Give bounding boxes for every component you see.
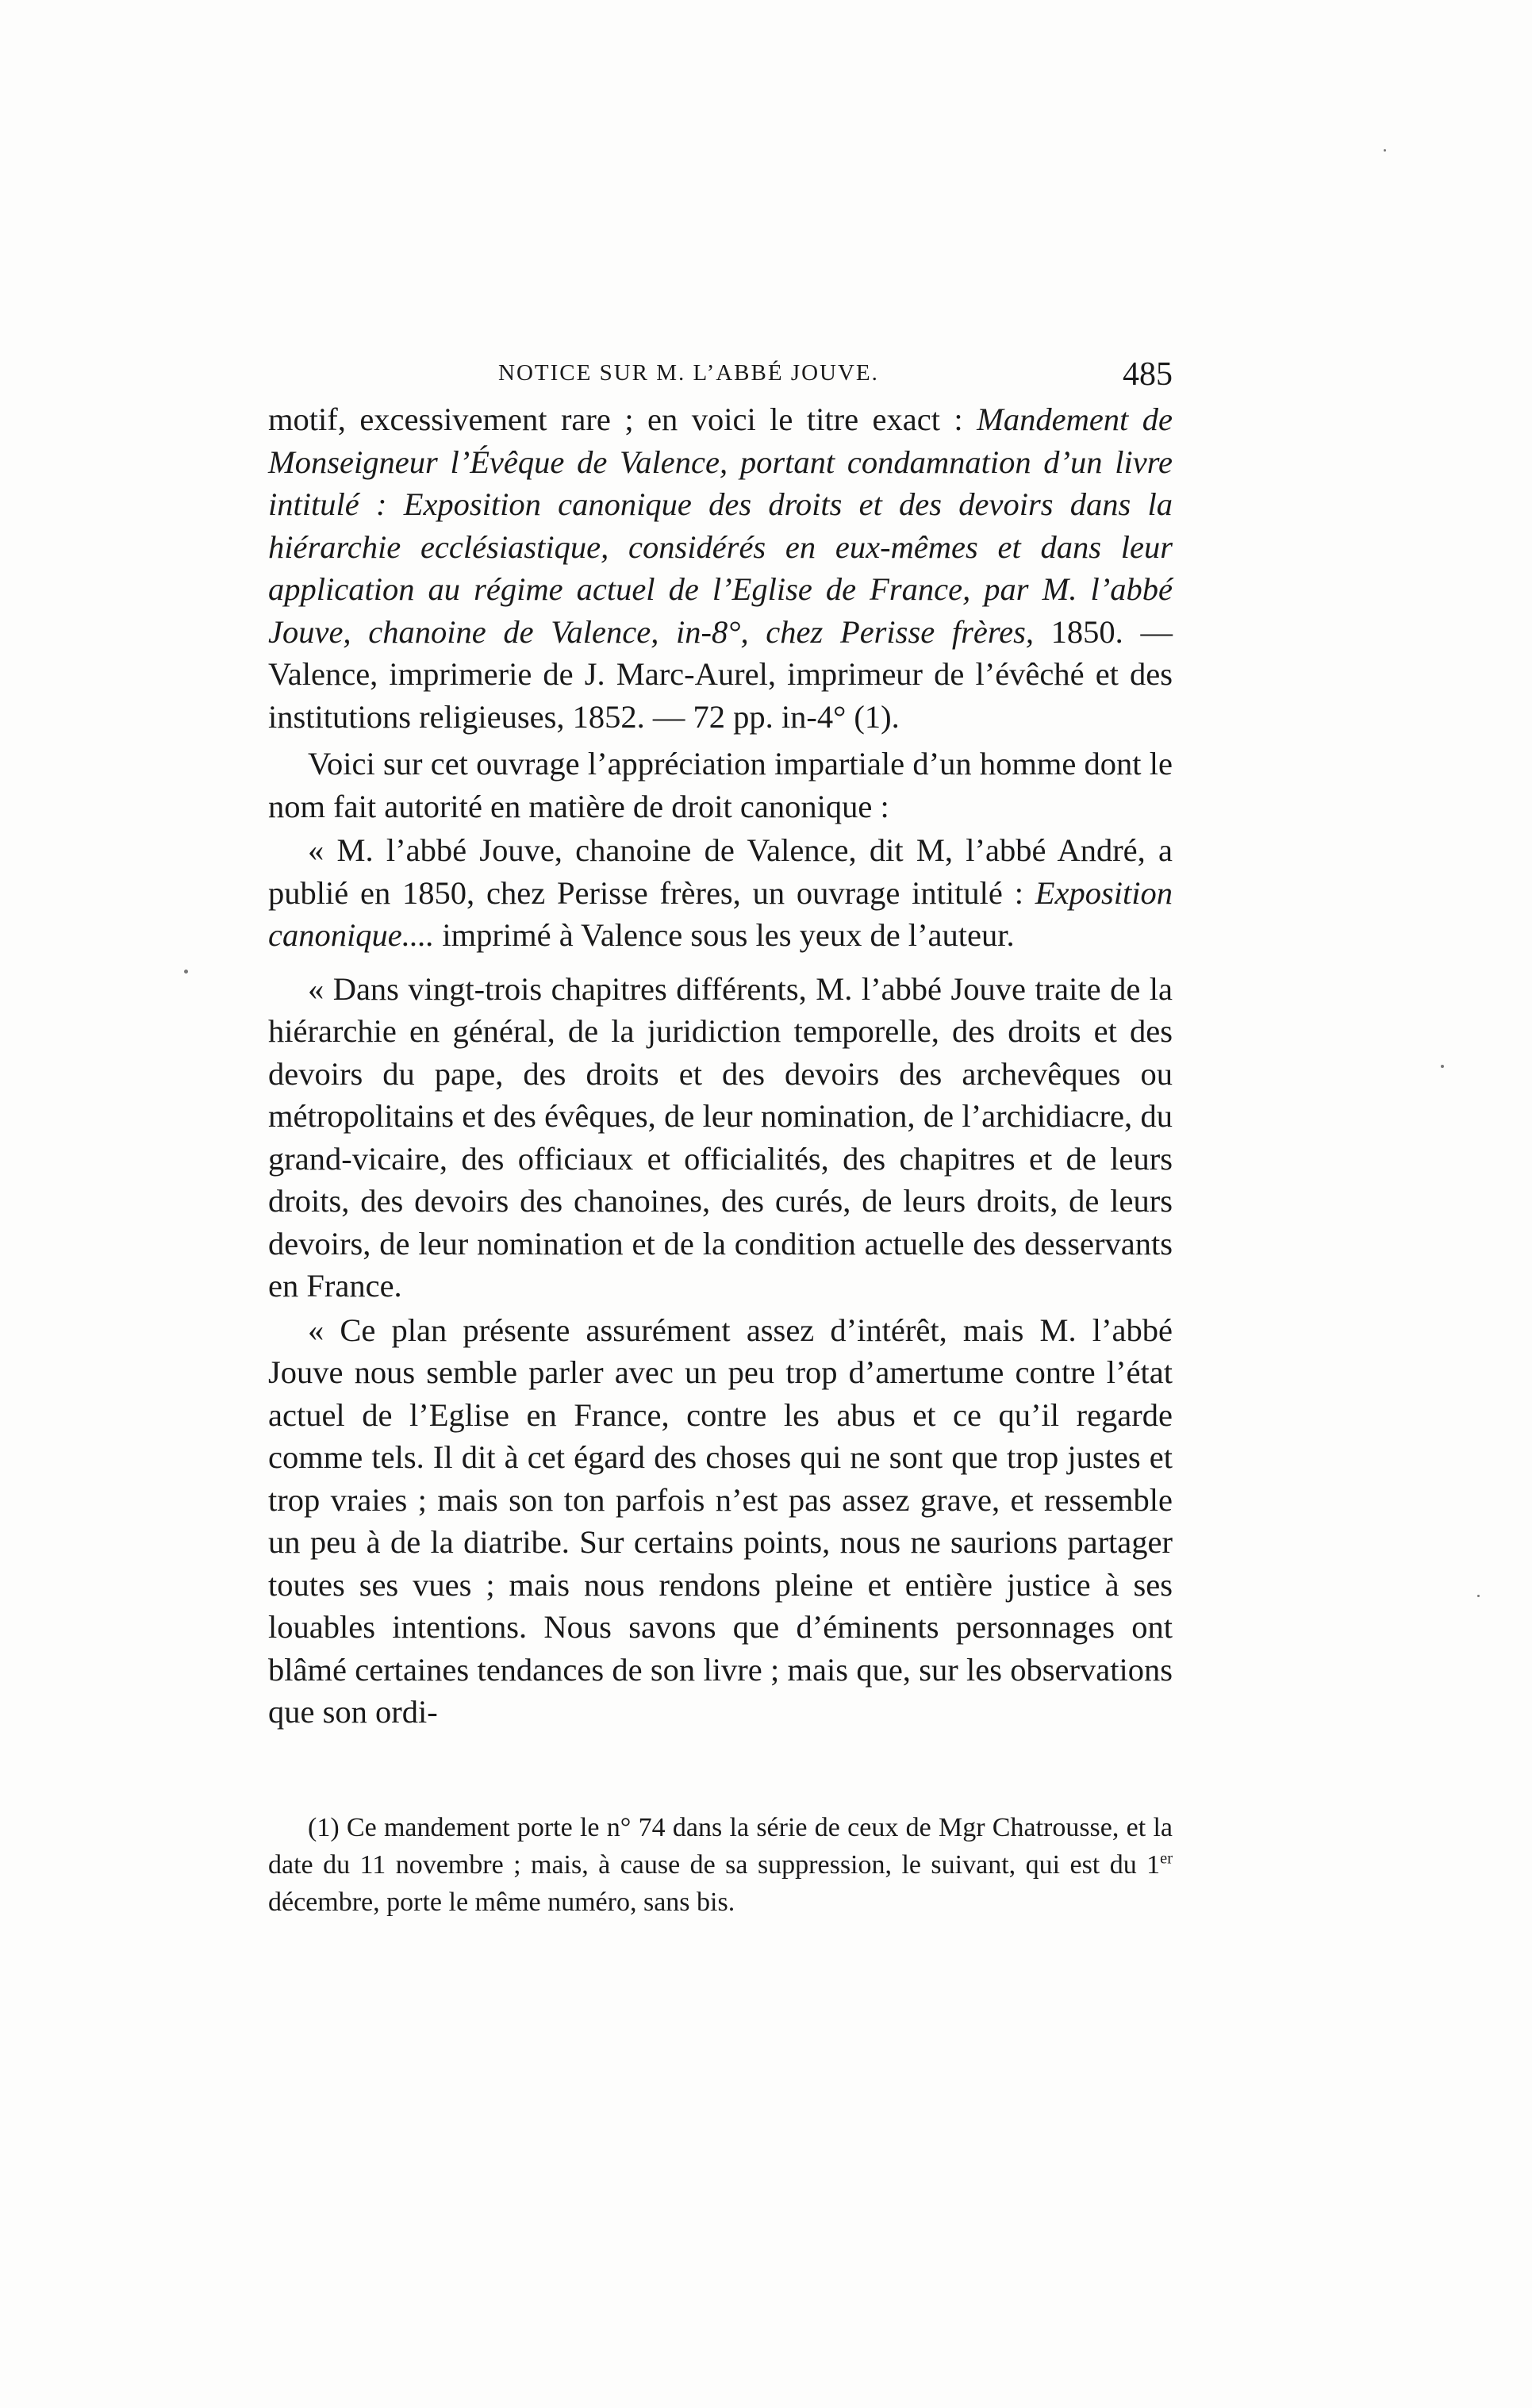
paper-speck	[1441, 1065, 1444, 1068]
paper-speck	[184, 970, 188, 974]
paragraph-1-roman-b: 1850. — Valence, imprimerie de J. Marc-Aurel, imprimeur de l’évêché et des institutions religieuses, 1852. — 72 pp. in-4° (1).	[268, 613, 1173, 735]
footnote	[268, 1809, 1173, 1921]
running-title: NOTICE SUR M. L’ABBÉ JOUVE.	[498, 360, 879, 386]
paragraph-3-italic: Exposition canonique....	[268, 874, 1173, 953]
footnote-text	[268, 1809, 1173, 1921]
footnote-part-a: (1) Ce mandement porte le n° 74 dans la série de ceux de Mgr Chatrousse, et la date du 11 novembre ; mais, à cause de sa suppression, le suivant, qui est du 1	[268, 1813, 1173, 1880]
paragraph-5: « Ce plan présente assurément assez d’intérêt, mais M. l’abbé Jouve nous semble parler avec un peu trop d’amertume contre l’état actuel de l’Eglise en France, contre les abus et ce qu’il regarde comme tels. Il dit à cet égard des choses qui ne sont que trop justes et trop vraies ; mais son ton parfois n’est pas assez grave, et ressemble un peu à de la diatribe. Sur certains points, nous ne saurions partager toutes ses vues ; mais nous rendons pleine et entière justice à ses louables intentions. Nous savons que d’éminents personnages ont blâmé certaines tendances de son livre ; mais que, sur les observations que son ordi-	[268, 1312, 1173, 1730]
paragraph-1-italic-title: Mandement de Monseigneur l’Évêque de Valence, portant condamnation d’un livre intitulé : Exposition canonique des droits et des devoirs dans la hiérarchie ecclésiastique, considérés en eux-mêmes et dans leur application au régime actuel de l’Eglise de France, par M. l’abbé Jouve, chanoine de Valence, in-8°, chez Perisse frères,	[268, 401, 1173, 650]
paragraph-3-roman-b: imprimé à Valence sous les yeux de l’auteur.	[434, 917, 1015, 953]
paragraph-1	[268, 398, 1173, 738]
paragraph-3	[268, 829, 1173, 957]
page-number: 485	[1123, 356, 1173, 393]
paper-speck	[1477, 1595, 1480, 1597]
paragraph-4: « Dans vingt-trois chapitres différents, M. l’abbé Jouve traite de la hiérarchie en général, de la juridiction temporelle, des droits et des devoirs du pape, des droits et des devoirs des archevêques ou métropolitains et des évêques, de leur nomination, de l’archidiacre, du grand-vicaire, des officiaux et officialités, des chapitres et de leurs droits, des devoirs des chanoines, des curés, de leurs droits, de leurs devoirs, de leur nomination et de la condition actuelle des desservants en France.	[268, 970, 1173, 1304]
paragraph-1-roman-a: motif, excessivement rare ; en voici le titre exact :	[268, 401, 977, 437]
main-text	[268, 398, 1173, 1734]
paragraph-2: Voici sur cet ouvrage l’appréciation impartiale d’un homme dont le nom fait autorité en matière de droit canonique :	[268, 746, 1173, 824]
paper-speck	[1384, 149, 1386, 152]
paragraph-3-roman-a: « M. l’abbé Jouve, chanoine de Valence, dit M, l’abbé André, a publié en 1850, chez Perisse frères, un ouvrage intitulé :	[268, 832, 1173, 911]
footnote-superscript: er	[1160, 1849, 1173, 1868]
running-head	[268, 355, 1173, 395]
footnote-part-b: décembre, porte le même numéro, sans bis.	[268, 1888, 735, 1917]
